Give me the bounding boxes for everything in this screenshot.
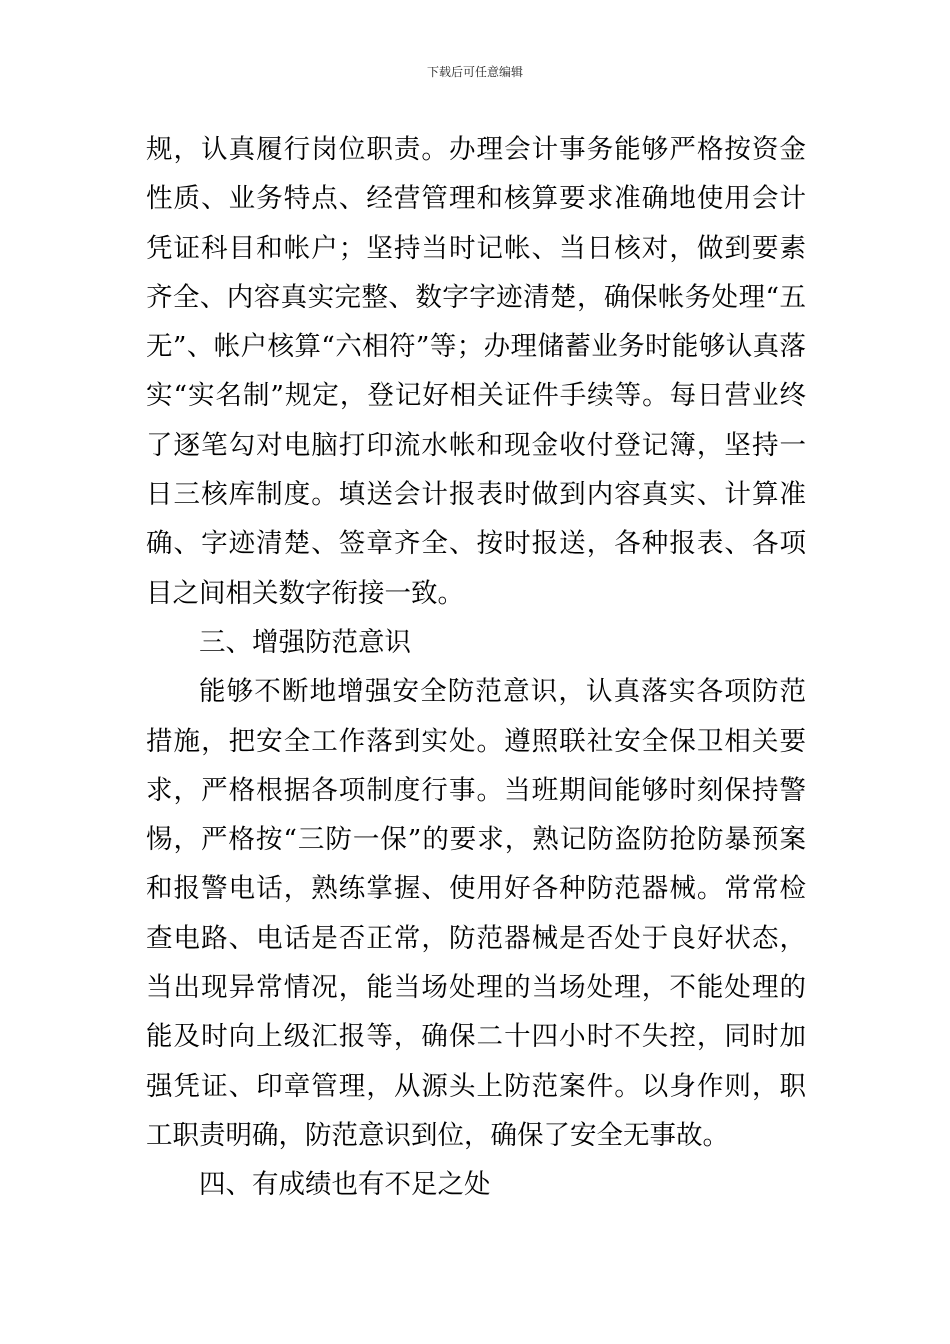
section-heading-3: 三、增强防范意识 bbox=[199, 626, 411, 658]
paragraph-accounting-duties: 规，认真履行岗位职责。办理会计事务能够严格按资金性质、业务特点、经营管理和核算要求准确地使用会计凭证科目和帐户；坚持当时记帐、当日核对，做到要素齐全、内容真实完整、数字字迹清楚，确保帐务处理“五无”、帐户核算“六相符”等；办理储蓄业务时能够认真落实“实名制”规定，登记好相关证件手续等。每日营业终了逐笔勾对电脑打印流水帐和现金收付登记簿，坚持一日三核库制度。填送会计报表时做到内容真实、计算准确、字迹清楚、签章齐全、按时报送，各种报表、各项目之间相关数字衔接一致。 bbox=[146, 134, 806, 609]
section-heading-4: 四、有成绩也有不足之处 bbox=[199, 1169, 491, 1201]
document-body bbox=[146, 125, 806, 1210]
page-header: 下载后可任意编辑 bbox=[426, 65, 523, 79]
paragraph-security-awareness: 能够不断地增强安全防范意识，认真落实各项防范措施，把安全工作落到实处。遵照联社安全保卫相关要求，严格根据各项制度行事。当班期间能够时刻保持警惕，严格按“三防一保”的要求，熟记防盗防抢防暴预案和报警电话，熟练掌握、使用好各种防范器械。常常检查电路、电话是否正常，防范器械是否处于良好状态，当出现异常情况，能当场处理的当场处理，不能处理的能及时向上级汇报等，确保二十四小时不失控，同时加强凭证、印章管理，从源头上防范案件。以身作则，职工职责明确，防范意识到位，确保了安全无事故。 bbox=[146, 676, 806, 1151]
